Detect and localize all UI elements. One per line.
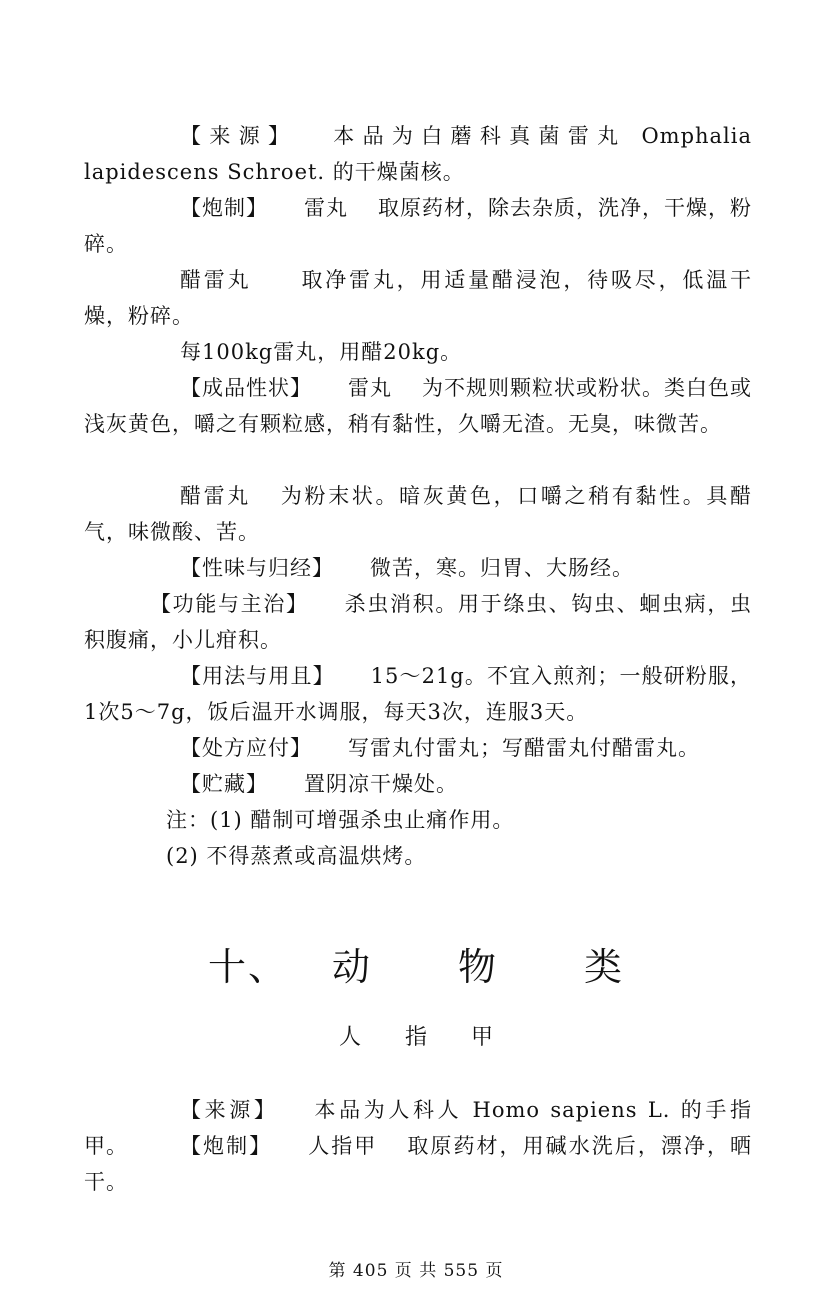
item-char-1: 人 <box>338 1025 361 1050</box>
usage-paragraph <box>84 658 752 730</box>
item-char-3: 甲 <box>471 1025 494 1050</box>
prescription-text: 写雷丸付雷丸；写醋雷丸付醋雷丸。 <box>348 736 700 760</box>
item-processing-paragraph <box>84 1128 752 1200</box>
prescription-label: 【处方应付】 <box>180 736 312 760</box>
source-paragraph <box>84 118 752 190</box>
properties-subject: 雷丸 <box>348 376 392 400</box>
vinegar-processing-text: 取净雷丸，用适量醋浸泡，待吸尽，低温干燥，粉碎。 <box>84 268 753 328</box>
item-processing-label: 【炮制】 <box>180 1134 273 1158</box>
item-source-label: 【来源】 <box>180 1098 279 1122</box>
function-paragraph <box>84 586 752 658</box>
usage-label: 【用法与用且】 <box>180 664 335 688</box>
taste-meridian-paragraph <box>84 550 752 586</box>
vinegar-properties-text: 为粉末状。暗灰黄色，口嚼之稍有黏性。具醋气，味微酸、苦。 <box>84 484 753 544</box>
processing-paragraph <box>84 190 752 262</box>
function-label: 【功能与主治】 <box>150 592 309 616</box>
properties-paragraph <box>84 370 752 442</box>
note-2-text: (2) 不得蒸煮或高温烘烤。 <box>166 844 427 868</box>
source-text: 本品为白蘑科真菌雷丸 Omphalia lapidescens Schroet. 的干燥菌核。 <box>84 124 753 184</box>
note-line-1 <box>84 802 752 838</box>
processing-subject: 雷丸 <box>304 196 348 220</box>
taste-meridian-label: 【性味与归经】 <box>180 556 334 580</box>
note-1-text: 注：(1) 醋制可增强杀虫止痛作用。 <box>166 808 515 832</box>
item-heading <box>0 1020 832 1051</box>
item-char-2: 指 <box>404 1025 427 1050</box>
section-char-3: 类 <box>584 945 625 989</box>
section-char-2: 物 <box>458 945 499 989</box>
function-text: 杀虫消积。用于绦虫、钩虫、蛔虫病，虫积腹痛，小儿疳积。 <box>84 592 753 652</box>
section-char-1: 动 <box>331 945 372 989</box>
note-line-2 <box>84 838 752 874</box>
vinegar-properties-subject: 醋雷丸 <box>180 484 251 508</box>
storage-label: 【贮藏】 <box>180 772 268 796</box>
taste-meridian-text: 微苦，寒。归胃、大肠经。 <box>370 556 634 580</box>
item-source-text: 本品为人科人 Homo sapiens L. 的手指甲。 <box>84 1098 752 1158</box>
section-number: 十、 <box>207 945 288 989</box>
vinegar-processing-paragraph <box>84 262 752 334</box>
storage-paragraph <box>84 766 752 802</box>
vinegar-properties-paragraph <box>84 478 752 550</box>
ratio-text: 每100kg雷丸，用醋20kg。 <box>180 340 463 364</box>
prescription-paragraph <box>84 730 752 766</box>
ratio-paragraph <box>84 334 752 370</box>
processing-label: 【炮制】 <box>180 196 268 220</box>
storage-text: 置阴凉干燥处。 <box>304 772 458 796</box>
properties-text: 为不规则颗粒状或粉状。类白色或浅灰黄色，嚼之有颗粒感，稍有黏性，久嚼无渣。无臭，味微苦。 <box>84 376 752 436</box>
item-processing-text: 取原药材，用碱水洗后，漂净，晒干。 <box>84 1134 753 1194</box>
vinegar-subject: 醋雷丸 <box>180 268 252 292</box>
page-footer: 第 405 页 共 555 页 <box>328 1261 504 1281</box>
properties-label: 【成品性状】 <box>180 376 312 400</box>
source-label: 【来源】 <box>180 124 298 148</box>
usage-text: 15～21g。不宜入煎剂；一般研粉服，1次5～7g，饭后温开水调服，每天3次，连服3天。 <box>84 664 752 724</box>
processing-text: 取原药材，除去杂质，洗净，干燥，粉碎。 <box>84 196 752 256</box>
section-heading <box>0 936 832 991</box>
item-processing-subject: 人指甲 <box>308 1134 378 1158</box>
